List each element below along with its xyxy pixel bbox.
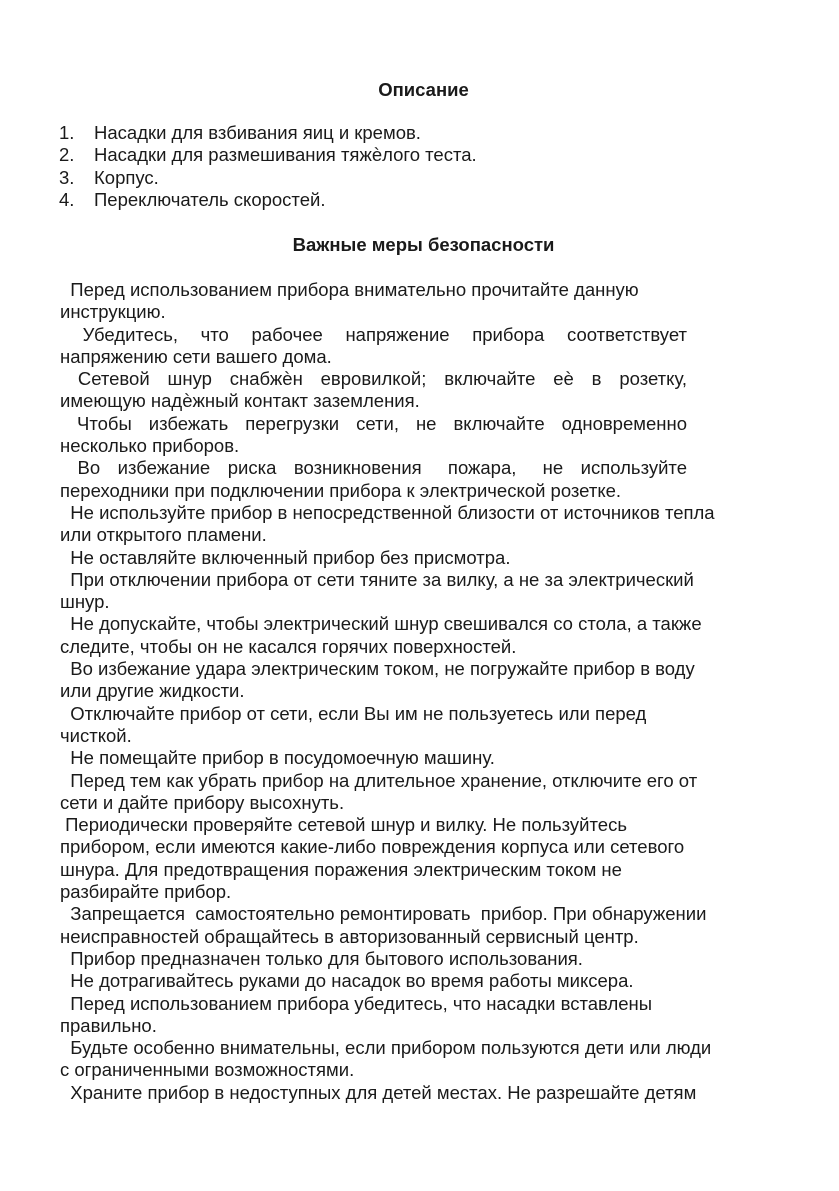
item-text: Насадки для взбивания яиц и кремов. — [94, 122, 421, 143]
description-heading: Описание — [378, 79, 469, 100]
safety-text-line: следите, чтобы он не касался горячих поверхностей. — [60, 635, 517, 657]
safety-text-line: Запрещается самостоятельно ремонтировать прибор. При обнаружении — [60, 903, 707, 925]
safety-text-line: Периодически проверяйте сетевой шнур и вилку. Не пользуйтесь — [60, 814, 627, 836]
item-number: 2. — [59, 144, 75, 166]
safety-text-line: Будьте особенно внимательны, если прибором пользуются дети или люди — [60, 1037, 712, 1059]
safety-text-line: Не дотрагивайтесь руками до насадок во время работы миксера. — [60, 970, 634, 992]
item-text: Переключатель скоростей. — [94, 188, 326, 210]
safety-text-line: с ограниченными возможностями. — [60, 1059, 355, 1081]
safety-rules — [60, 279, 770, 1104]
safety-text-line: или открытого пламени. — [60, 524, 267, 546]
parts-list — [59, 122, 477, 211]
safety-heading: Важные меры безопасности — [292, 234, 555, 255]
safety-text-line: прибором, если имеются какие-либо повреждения корпуса или сетевого — [60, 836, 685, 858]
safety-text-line: Не оставляйте включенный прибор без присмотра. — [60, 546, 511, 568]
list-item — [59, 144, 477, 166]
safety-text-line: напряжению сети вашего дома. — [60, 345, 332, 367]
safety-text-line: или другие жидкости. — [60, 680, 245, 702]
safety-text-line: При отключении прибора от сети тяните за вилку, а не за электрический — [60, 568, 694, 590]
safety-text-line: разбирайте прибор. — [60, 881, 232, 903]
safety-text-line: Не допускайте, чтобы электрический шнур свешивался со стола, а также — [60, 613, 702, 635]
safety-text-line: шнур. — [60, 591, 110, 613]
safety-text-line: Не используйте прибор в непосредственной близости от источников тепла — [60, 501, 715, 523]
safety-text-line: Во избежание риска возникновения пожара, не используйте — [60, 457, 687, 479]
list-item — [59, 167, 477, 189]
safety-text-line: переходники при подключении прибора к электрической розетке. — [60, 479, 622, 501]
safety-text-line: Не помещайте прибор в посудомоечную машину. — [60, 747, 495, 769]
safety-text-line: Перед использованием прибора убедитесь, что насадки вставлены — [60, 992, 653, 1014]
item-number: 1. — [59, 122, 75, 143]
safety-text-line: имеющую надѐжный контакт заземления. — [60, 390, 420, 412]
safety-text-line: Перед тем как убрать прибор на длительное хранение, отключите его от — [60, 769, 698, 791]
safety-text-line: Храните прибор в недоступных для детей местах. Не разрешайте детям — [60, 1081, 697, 1103]
safety-text-line: Чтобы избежать перегрузки сети, не включайте одновременно — [60, 412, 687, 434]
safety-text-line: Отключайте прибор от сети, если Вы им не пользуетесь или перед — [60, 702, 647, 724]
list-item — [59, 189, 477, 211]
safety-text-line: сети и дайте прибору высохнуть. — [60, 791, 345, 813]
list-item — [59, 122, 477, 144]
safety-text-line: правильно. — [60, 1014, 157, 1036]
safety-text-line: Сетевой шнур снабжѐн евровилкой; включайте еѐ в розетку, — [60, 368, 687, 390]
item-text: Корпус. — [94, 166, 159, 188]
safety-text-line: Убедитесь, что рабочее напряжение прибора соответствует — [60, 323, 687, 345]
item-text: Насадки для размешивания тяжѐлого теста. — [94, 144, 477, 166]
safety-text-line: неисправностей обращайтесь в авторизованный сервисный центр. — [60, 925, 639, 947]
safety-text-line: шнура. Для предотвращения поражения электрическим током не — [60, 858, 622, 880]
safety-text-line: Перед использованием прибора внимательно прочитайте данную — [60, 279, 639, 300]
safety-text-line: Прибор предназначен только для бытового использования. — [60, 947, 583, 969]
item-number: 4. — [59, 188, 75, 210]
safety-text-line: Во избежание удара электрическим током, не погружайте прибор в воду — [60, 658, 695, 680]
safety-text-line: инструкцию. — [60, 301, 166, 323]
safety-text-line: чисткой. — [60, 724, 132, 746]
safety-text-line: несколько приборов. — [60, 435, 240, 457]
item-number: 3. — [59, 166, 75, 188]
